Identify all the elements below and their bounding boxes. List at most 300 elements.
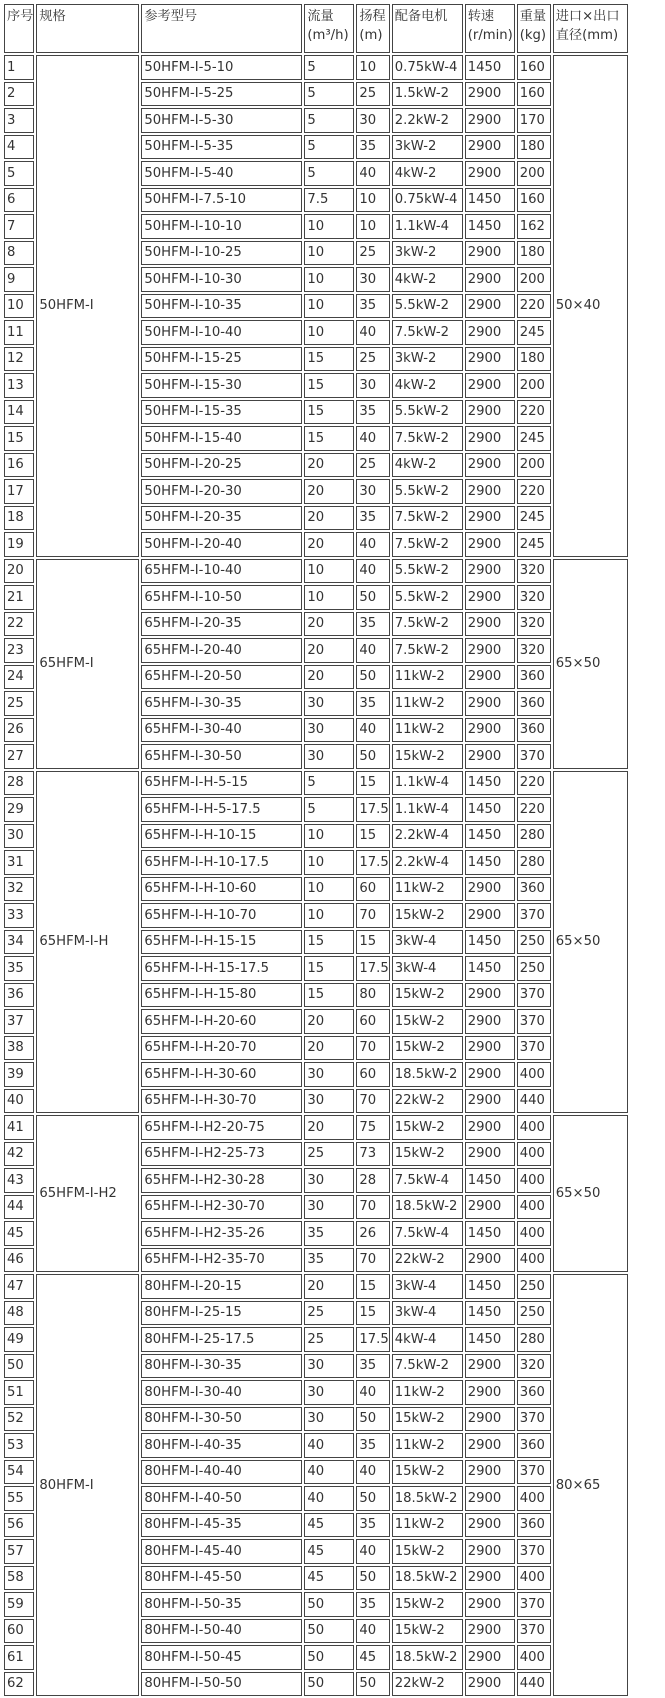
cell-head: 15: [356, 824, 389, 849]
cell-flow: 35: [304, 1221, 354, 1246]
cell-weight: 200: [517, 373, 551, 398]
cell-weight: 400: [517, 1221, 551, 1246]
cell-head: 35: [356, 691, 389, 716]
cell-speed: 2900: [465, 161, 515, 186]
cell-head: 25: [356, 453, 389, 478]
cell-head: 40: [356, 1380, 389, 1405]
cell-head: 15: [356, 1301, 389, 1326]
cell-no: 60: [4, 1619, 34, 1644]
cell-head: 60: [356, 877, 389, 902]
cell-speed: 2900: [465, 585, 515, 610]
cell-speed: 2900: [465, 1486, 515, 1511]
cell-weight: 370: [517, 1009, 551, 1034]
cell-flow: 30: [304, 1195, 354, 1220]
cell-motor: 15kW-2: [392, 1036, 463, 1061]
cell-no: 29: [4, 797, 34, 822]
cell-motor: 15kW-2: [392, 744, 463, 769]
cell-head: 50: [356, 1566, 389, 1591]
cell-flow: 30: [304, 1354, 354, 1379]
table-row: [4, 1274, 628, 1299]
cell-head: 50: [356, 744, 389, 769]
cell-flow: 40: [304, 1486, 354, 1511]
cell-flow: 50: [304, 1672, 354, 1697]
cell-model: 65HFM-I-H2-35-26: [141, 1221, 302, 1246]
cell-flow: 15: [304, 426, 354, 451]
cell-speed: 1450: [465, 1274, 515, 1299]
header-head: 扬程 (m): [356, 4, 389, 53]
cell-model: 50HFM-I-20-25: [141, 453, 302, 478]
cell-speed: 2900: [465, 135, 515, 160]
cell-motor: 3kW-2: [392, 135, 463, 160]
cell-motor: 11kW-2: [392, 665, 463, 690]
cell-motor: 15kW-2: [392, 903, 463, 928]
cell-no: 25: [4, 691, 34, 716]
cell-motor: 5.5kW-2: [392, 585, 463, 610]
cell-flow: 10: [304, 214, 354, 239]
cell-head: 35: [356, 1513, 389, 1538]
cell-model: 65HFM-I-10-50: [141, 585, 302, 610]
cell-model: 50HFM-I-7.5-10: [141, 188, 302, 213]
cell-model: 50HFM-I-5-40: [141, 161, 302, 186]
cell-weight: 280: [517, 824, 551, 849]
cell-speed: 2900: [465, 691, 515, 716]
cell-weight: 200: [517, 267, 551, 292]
cell-flow: 20: [304, 1274, 354, 1299]
cell-head: 26: [356, 1221, 389, 1246]
cell-weight: 360: [517, 1380, 551, 1405]
cell-no: 51: [4, 1380, 34, 1405]
cell-flow: 10: [304, 903, 354, 928]
cell-weight: 440: [517, 1089, 551, 1114]
cell-flow: 25: [304, 1142, 354, 1167]
cell-motor: 15kW-2: [392, 983, 463, 1008]
cell-weight: 360: [517, 1433, 551, 1458]
cell-model: 80HFM-I-45-40: [141, 1539, 302, 1564]
cell-no: 42: [4, 1142, 34, 1167]
cell-model: 65HFM-I-H-10-17.5: [141, 850, 302, 875]
cell-head: 25: [356, 241, 389, 266]
cell-speed: 2900: [465, 294, 515, 319]
cell-no: 44: [4, 1195, 34, 1220]
cell-speed: 1450: [465, 188, 515, 213]
cell-motor: 11kW-2: [392, 1513, 463, 1538]
cell-flow: 20: [304, 1036, 354, 1061]
cell-weight: 370: [517, 983, 551, 1008]
cell-no: 21: [4, 585, 34, 610]
cell-no: 19: [4, 532, 34, 557]
cell-motor: 2.2kW-4: [392, 850, 463, 875]
cell-no: 33: [4, 903, 34, 928]
cell-speed: 1450: [465, 930, 515, 955]
cell-weight: 180: [517, 135, 551, 160]
cell-motor: 11kW-2: [392, 1380, 463, 1405]
cell-weight: 250: [517, 1274, 551, 1299]
cell-motor: 22kW-2: [392, 1089, 463, 1114]
cell-flow: 15: [304, 400, 354, 425]
cell-weight: 250: [517, 956, 551, 981]
header-flow: 流量 (m³/h): [304, 4, 354, 53]
cell-model: 65HFM-I-H2-30-70: [141, 1195, 302, 1220]
cell-model: 80HFM-I-50-50: [141, 1672, 302, 1697]
cell-motor: 4kW-2: [392, 373, 463, 398]
cell-motor: 7.5kW-2: [392, 320, 463, 345]
header-weight: 重量 (kg): [517, 4, 551, 53]
cell-flow: 10: [304, 824, 354, 849]
cell-no: 54: [4, 1460, 34, 1485]
cell-no: 52: [4, 1407, 34, 1432]
cell-no: 18: [4, 506, 34, 531]
cell-no: 10: [4, 294, 34, 319]
cell-speed: 2900: [465, 1248, 515, 1273]
cell-motor: 1.1kW-4: [392, 797, 463, 822]
cell-flow: 35: [304, 1248, 354, 1273]
header-model: 参考型号: [141, 4, 302, 53]
cell-diameter: 80×65: [553, 1274, 628, 1696]
cell-spec: 65HFM-I-H: [36, 771, 139, 1114]
cell-model: 80HFM-I-30-50: [141, 1407, 302, 1432]
cell-model: 50HFM-I-10-30: [141, 267, 302, 292]
cell-motor: 7.5kW-2: [392, 638, 463, 663]
cell-motor: 4kW-4: [392, 1327, 463, 1352]
cell-motor: 4kW-2: [392, 267, 463, 292]
cell-no: 5: [4, 161, 34, 186]
cell-weight: 160: [517, 188, 551, 213]
cell-flow: 50: [304, 1619, 354, 1644]
cell-weight: 370: [517, 1539, 551, 1564]
cell-weight: 320: [517, 638, 551, 663]
cell-speed: 2900: [465, 267, 515, 292]
cell-weight: 180: [517, 241, 551, 266]
cell-motor: 11kW-2: [392, 718, 463, 743]
cell-motor: 15kW-2: [392, 1115, 463, 1140]
cell-weight: 280: [517, 850, 551, 875]
cell-model: 65HFM-I-20-35: [141, 612, 302, 637]
cell-no: 26: [4, 718, 34, 743]
cell-head: 17.5: [356, 1327, 389, 1352]
cell-no: 30: [4, 824, 34, 849]
cell-motor: 22kW-2: [392, 1248, 463, 1273]
cell-spec: 50HFM-I: [36, 55, 139, 557]
cell-model: 65HFM-I-H-20-70: [141, 1036, 302, 1061]
cell-weight: 400: [517, 1645, 551, 1670]
cell-model: 50HFM-I-15-30: [141, 373, 302, 398]
cell-model: 80HFM-I-30-35: [141, 1354, 302, 1379]
cell-model: 65HFM-I-H-15-15: [141, 930, 302, 955]
cell-motor: 1.1kW-4: [392, 214, 463, 239]
cell-flow: 50: [304, 1645, 354, 1670]
cell-model: 80HFM-I-25-15: [141, 1301, 302, 1326]
cell-flow: 40: [304, 1460, 354, 1485]
cell-weight: 400: [517, 1486, 551, 1511]
cell-motor: 7.5kW-2: [392, 1354, 463, 1379]
cell-weight: 220: [517, 294, 551, 319]
cell-head: 70: [356, 1036, 389, 1061]
cell-speed: 2900: [465, 1354, 515, 1379]
cell-model: 50HFM-I-5-10: [141, 55, 302, 80]
cell-speed: 2900: [465, 1089, 515, 1114]
cell-flow: 45: [304, 1539, 354, 1564]
cell-head: 75: [356, 1115, 389, 1140]
cell-no: 57: [4, 1539, 34, 1564]
cell-speed: 2900: [465, 1592, 515, 1617]
cell-speed: 2900: [465, 82, 515, 107]
cell-model: 65HFM-I-30-50: [141, 744, 302, 769]
cell-speed: 2900: [465, 453, 515, 478]
cell-model: 50HFM-I-15-35: [141, 400, 302, 425]
cell-head: 40: [356, 1539, 389, 1564]
cell-model: 50HFM-I-20-40: [141, 532, 302, 557]
cell-speed: 2900: [465, 1036, 515, 1061]
cell-head: 35: [356, 1354, 389, 1379]
cell-motor: 15kW-2: [392, 1619, 463, 1644]
cell-model: 50HFM-I-5-30: [141, 108, 302, 133]
table-row: [4, 1115, 628, 1140]
cell-head: 70: [356, 903, 389, 928]
cell-motor: 18.5kW-2: [392, 1645, 463, 1670]
pump-spec-table: [2, 2, 630, 1698]
cell-motor: 2.2kW-4: [392, 824, 463, 849]
cell-head: 35: [356, 612, 389, 637]
cell-weight: 170: [517, 108, 551, 133]
cell-head: 50: [356, 665, 389, 690]
header-motor: 配备电机: [392, 4, 463, 53]
cell-no: 38: [4, 1036, 34, 1061]
cell-head: 17.5: [356, 797, 389, 822]
cell-no: 41: [4, 1115, 34, 1140]
cell-speed: 2900: [465, 1142, 515, 1167]
cell-head: 25: [356, 82, 389, 107]
cell-head: 25: [356, 347, 389, 372]
cell-no: 9: [4, 267, 34, 292]
cell-head: 35: [356, 294, 389, 319]
cell-head: 35: [356, 400, 389, 425]
cell-weight: 250: [517, 1301, 551, 1326]
cell-model: 65HFM-I-H-30-60: [141, 1062, 302, 1087]
cell-model: 50HFM-I-15-25: [141, 347, 302, 372]
cell-motor: 15kW-2: [392, 1460, 463, 1485]
cell-speed: 2900: [465, 1115, 515, 1140]
cell-flow: 40: [304, 1433, 354, 1458]
cell-motor: 5.5kW-2: [392, 294, 463, 319]
cell-speed: 1450: [465, 850, 515, 875]
cell-head: 70: [356, 1089, 389, 1114]
cell-motor: 11kW-2: [392, 1433, 463, 1458]
cell-model: 65HFM-I-H2-30-28: [141, 1168, 302, 1193]
cell-no: 2: [4, 82, 34, 107]
cell-model: 50HFM-I-20-30: [141, 479, 302, 504]
cell-model: 65HFM-I-20-50: [141, 665, 302, 690]
cell-flow: 10: [304, 294, 354, 319]
cell-no: 27: [4, 744, 34, 769]
cell-weight: 370: [517, 1460, 551, 1485]
table-row: [4, 771, 628, 796]
cell-spec: 80HFM-I: [36, 1274, 139, 1696]
cell-speed: 1450: [465, 771, 515, 796]
cell-no: 43: [4, 1168, 34, 1193]
cell-motor: 4kW-2: [392, 161, 463, 186]
cell-weight: 370: [517, 1592, 551, 1617]
cell-no: 53: [4, 1433, 34, 1458]
cell-motor: 3kW-4: [392, 1274, 463, 1299]
cell-head: 28: [356, 1168, 389, 1193]
cell-flow: 45: [304, 1566, 354, 1591]
cell-flow: 20: [304, 532, 354, 557]
cell-speed: 2900: [465, 532, 515, 557]
cell-speed: 2900: [465, 903, 515, 928]
cell-motor: 3kW-2: [392, 241, 463, 266]
cell-flow: 20: [304, 638, 354, 663]
cell-head: 17.5: [356, 850, 389, 875]
cell-motor: 7.5kW-2: [392, 532, 463, 557]
cell-weight: 360: [517, 665, 551, 690]
cell-speed: 1450: [465, 824, 515, 849]
cell-weight: 245: [517, 426, 551, 451]
cell-model: 50HFM-I-5-35: [141, 135, 302, 160]
cell-motor: 15kW-2: [392, 1407, 463, 1432]
cell-flow: 15: [304, 347, 354, 372]
cell-motor: 11kW-2: [392, 877, 463, 902]
cell-head: 50: [356, 1486, 389, 1511]
cell-model: 50HFM-I-10-10: [141, 214, 302, 239]
header-no: 序号: [4, 4, 34, 53]
cell-motor: 18.5kW-2: [392, 1195, 463, 1220]
cell-model: 80HFM-I-25-17.5: [141, 1327, 302, 1352]
cell-weight: 440: [517, 1672, 551, 1697]
cell-motor: 2.2kW-2: [392, 108, 463, 133]
cell-no: 62: [4, 1672, 34, 1697]
cell-no: 15: [4, 426, 34, 451]
cell-model: 65HFM-I-H-10-15: [141, 824, 302, 849]
cell-flow: 10: [304, 320, 354, 345]
cell-weight: 245: [517, 506, 551, 531]
cell-flow: 20: [304, 1009, 354, 1034]
cell-flow: 5: [304, 135, 354, 160]
cell-flow: 30: [304, 1089, 354, 1114]
cell-diameter: 50×40: [553, 55, 628, 557]
cell-motor: 15kW-2: [392, 1009, 463, 1034]
cell-flow: 20: [304, 612, 354, 637]
cell-motor: 22kW-2: [392, 1672, 463, 1697]
cell-speed: 2900: [465, 744, 515, 769]
cell-speed: 1450: [465, 55, 515, 80]
cell-speed: 2900: [465, 373, 515, 398]
cell-head: 40: [356, 161, 389, 186]
cell-motor: 7.5kW-2: [392, 426, 463, 451]
cell-motor: 3kW-2: [392, 347, 463, 372]
cell-speed: 2900: [465, 320, 515, 345]
cell-model: 65HFM-I-30-35: [141, 691, 302, 716]
cell-weight: 162: [517, 214, 551, 239]
cell-motor: 3kW-4: [392, 1301, 463, 1326]
cell-motor: 18.5kW-2: [392, 1062, 463, 1087]
table-header: [4, 4, 628, 53]
cell-speed: 2900: [465, 1407, 515, 1432]
header-speed: 转速 (r/min): [465, 4, 515, 53]
cell-speed: 2900: [465, 400, 515, 425]
cell-head: 30: [356, 373, 389, 398]
cell-model: 80HFM-I-45-50: [141, 1566, 302, 1591]
cell-speed: 1450: [465, 1168, 515, 1193]
cell-weight: 400: [517, 1248, 551, 1273]
cell-weight: 370: [517, 1407, 551, 1432]
cell-weight: 320: [517, 612, 551, 637]
cell-weight: 360: [517, 691, 551, 716]
cell-flow: 50: [304, 1592, 354, 1617]
cell-head: 15: [356, 930, 389, 955]
cell-model: 65HFM-I-H-15-17.5: [141, 956, 302, 981]
cell-flow: 5: [304, 108, 354, 133]
cell-speed: 2900: [465, 612, 515, 637]
cell-motor: 5.5kW-2: [392, 479, 463, 504]
cell-flow: 15: [304, 930, 354, 955]
cell-model: 80HFM-I-50-45: [141, 1645, 302, 1670]
cell-model: 80HFM-I-45-35: [141, 1513, 302, 1538]
cell-no: 7: [4, 214, 34, 239]
cell-flow: 20: [304, 479, 354, 504]
cell-head: 70: [356, 1248, 389, 1273]
cell-weight: 360: [517, 1513, 551, 1538]
cell-head: 60: [356, 1062, 389, 1087]
cell-weight: 400: [517, 1566, 551, 1591]
cell-speed: 2900: [465, 1539, 515, 1564]
cell-no: 35: [4, 956, 34, 981]
cell-head: 15: [356, 1274, 389, 1299]
cell-weight: 200: [517, 453, 551, 478]
cell-no: 20: [4, 559, 34, 584]
cell-speed: 2900: [465, 1009, 515, 1034]
header-row: [4, 4, 628, 53]
cell-model: 50HFM-I-5-25: [141, 82, 302, 107]
cell-weight: 200: [517, 161, 551, 186]
cell-head: 10: [356, 188, 389, 213]
cell-no: 28: [4, 771, 34, 796]
cell-head: 35: [356, 1433, 389, 1458]
cell-head: 80: [356, 983, 389, 1008]
cell-flow: 15: [304, 956, 354, 981]
cell-motor: 7.5kW-2: [392, 612, 463, 637]
cell-motor: 4kW-2: [392, 453, 463, 478]
cell-model: 65HFM-I-30-40: [141, 718, 302, 743]
cell-weight: 160: [517, 55, 551, 80]
cell-head: 40: [356, 1619, 389, 1644]
cell-flow: 10: [304, 559, 354, 584]
cell-weight: 245: [517, 532, 551, 557]
cell-model: 65HFM-I-20-40: [141, 638, 302, 663]
cell-flow: 5: [304, 771, 354, 796]
cell-no: 39: [4, 1062, 34, 1087]
cell-no: 24: [4, 665, 34, 690]
cell-head: 73: [356, 1142, 389, 1167]
cell-head: 50: [356, 1407, 389, 1432]
cell-flow: 20: [304, 1115, 354, 1140]
cell-diameter: 65×50: [553, 771, 628, 1114]
cell-spec: 65HFM-I-H2: [36, 1115, 139, 1272]
cell-speed: 2900: [465, 479, 515, 504]
cell-model: 80HFM-I-50-35: [141, 1592, 302, 1617]
cell-model: 80HFM-I-40-50: [141, 1486, 302, 1511]
cell-speed: 2900: [465, 1062, 515, 1087]
header-spec: 规格: [36, 4, 139, 53]
cell-model: 80HFM-I-30-40: [141, 1380, 302, 1405]
cell-motor: 3kW-4: [392, 956, 463, 981]
cell-motor: 5.5kW-2: [392, 559, 463, 584]
cell-no: 13: [4, 373, 34, 398]
cell-no: 45: [4, 1221, 34, 1246]
cell-head: 15: [356, 771, 389, 796]
cell-weight: 280: [517, 1327, 551, 1352]
table-body: [4, 55, 628, 1696]
cell-weight: 220: [517, 479, 551, 504]
